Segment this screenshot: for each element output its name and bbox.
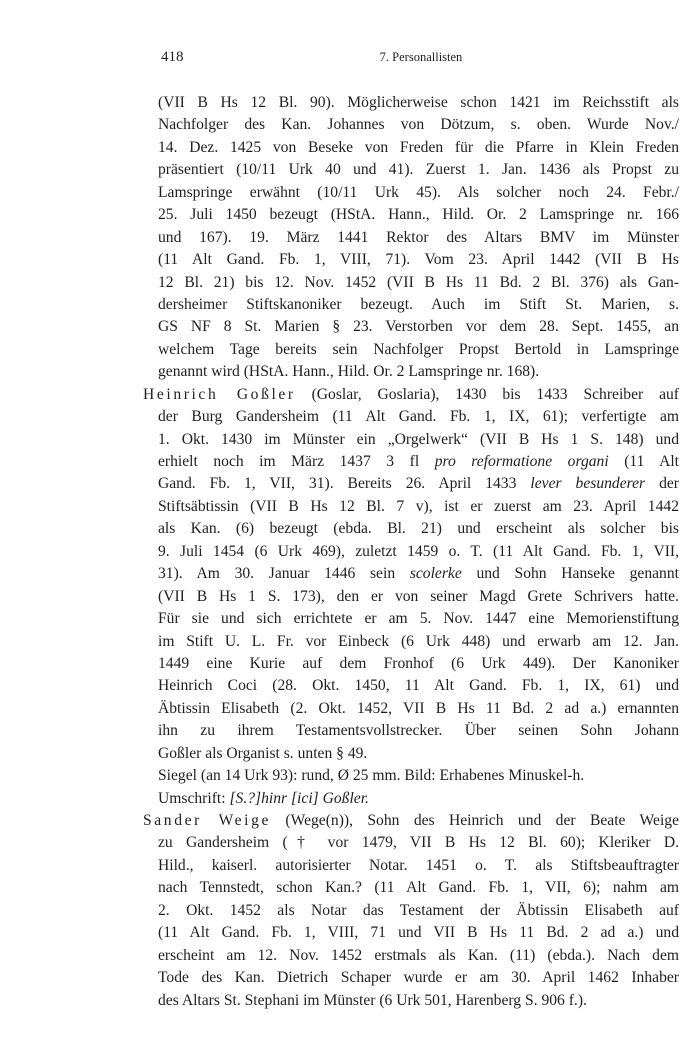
text-line: 12 Bl. 21) bis 12. Nov. 1452 (VII B Hs 11 Bd. 2 Bl. 376) als Gan- bbox=[158, 273, 679, 291]
text-line: (VII B Hs 1 S. 173), den er von seiner Magd Grete Schrivers hatte. bbox=[158, 587, 679, 605]
seal-inscription bbox=[158, 788, 679, 810]
italic-quote: pro reformatione organi bbox=[434, 453, 609, 470]
text-line: (11 Alt Gand. Fb. 1, VIII, 71). Vom 23. April 1442 (VII B Hs bbox=[158, 251, 679, 269]
text-line: 25. Juli 1450 bezeugt (HStA. Hann., Hild. Or. 2 Lamspringe nr. 166 bbox=[158, 206, 679, 224]
person-name: Heinrich Goßler bbox=[143, 385, 296, 403]
text-line: und 167). 19. März 1441 Rektor des Altars BMV im Münster bbox=[158, 228, 679, 246]
text-line: des Altars St. Stephani im Münster (6 Urk 501, Harenberg S. 906 f.). bbox=[158, 991, 587, 1009]
italic-quote: scolerke bbox=[409, 565, 462, 583]
text-line: GS NF 8 St. Marien § 23. Verstorben vor dem 28. Sept. 1455, an bbox=[158, 318, 679, 336]
entry-heading-line bbox=[143, 384, 679, 406]
text-line: Stiftsäbtissin (VII B Hs 12 Bl. 7 v), ist er zuerst am 23. April 1442 bbox=[158, 497, 679, 515]
text-line: präsentiert (10/11 Urk 40 und 41). Zuerst 1. Jan. 1436 als Propst zu bbox=[158, 161, 679, 179]
text-line: zu Gandersheim († vor 1479, VII B Hs 12 Bl. 60); Kleriker D. bbox=[158, 834, 679, 852]
text-line: (11 Alt Gand. Fb. 1, VIII, 71 und VII B Hs 11 Bd. 2 ad a.) und bbox=[158, 924, 679, 942]
italic-quote: lever besunderer bbox=[530, 475, 646, 493]
text-span: Umschrift: bbox=[158, 789, 230, 807]
text-span: (Wege(n)), Sohn des Heinrich und der Beate Weige bbox=[271, 812, 679, 829]
entry-heading-line bbox=[143, 810, 679, 832]
text-line: welchem Tage bereits sein Nachfolger Propst Bertold in Lamspringe bbox=[158, 340, 679, 358]
text-line: Goßler als Organist s. unten § 49. bbox=[158, 744, 368, 762]
text-line: 1449 eine Kurie auf dem Fronhof (6 Urk 449). Der Kanoniker bbox=[158, 654, 679, 672]
continued-entry bbox=[158, 92, 679, 384]
italic-inscription: [S.?]hinr [ici] Goßler. bbox=[229, 789, 369, 807]
text-line: nach Tennstedt, schon Kan.? (11 Alt Gand. Fb. 1, VII, 6); nahm am bbox=[158, 879, 679, 897]
text-line: Nachfolger des Kan. Johannes von Dötzum, s. oben. Wurde Nov./ bbox=[158, 116, 679, 134]
text-span: (Goslar, Goslaria), 1430 bis 1433 Schreiber auf bbox=[295, 385, 679, 403]
text-line: 1. Okt. 1430 im Münster ein „Orgelwerk“ (VII B Hs 1 S. 148) und bbox=[158, 430, 679, 448]
text-span: Gand. Fb. 1, VII, 31). Bereits 26. April 1433 bbox=[158, 475, 517, 493]
seal-description: Siegel (an 14 Urk 93): rund, Ø 25 mm. Bild: Erhabenes Minuskel-h. bbox=[158, 767, 585, 785]
text-line: genannt wird (HStA. Hann., Hild. Or. 2 Lamspringe nr. 168). bbox=[158, 363, 540, 381]
text-line: Lamspringe erwähnt (10/11 Urk 45). Als solcher noch 24. Febr./ bbox=[158, 183, 679, 201]
text-line bbox=[158, 451, 679, 473]
text-line: dersheimer Stiftskanoniker bezeugt. Auch im Stift St. Marien, s. bbox=[158, 295, 679, 313]
text-line: 9. Juli 1454 (6 Urk 469), zuletzt 1459 o. T. (11 Alt Gand. Fb. 1, VII, bbox=[158, 542, 679, 560]
text-line: im Stift U. L. Fr. vor Einbeck (6 Urk 448) und erwarb am 12. Jan. bbox=[158, 632, 679, 650]
page-number: 418 bbox=[161, 49, 184, 65]
text-line: Tode des Kan. Dietrich Schaper wurde er am 30. April 1462 Inhaber bbox=[158, 969, 679, 987]
text-line: Für sie und sich errichtete er am 5. Nov. 1447 eine Memorienstiftung bbox=[158, 610, 679, 628]
text-line: der Burg Gandersheim (11 Alt Gand. Fb. 1, IX, 61); verfertigte am bbox=[158, 408, 679, 426]
text-line: ihn zu ihrem Testamentsvollstrecker. Über seinen Sohn Johann bbox=[158, 722, 679, 740]
text-line: 2. Okt. 1452 als Notar das Testament der Äbtissin Elisabeth auf bbox=[158, 901, 679, 919]
text-span: (11 Alt bbox=[608, 453, 679, 470]
page-body bbox=[143, 92, 679, 1012]
text-line: 14. Dez. 1425 von Beseke von Freden für die Pfarre in Klein Freden bbox=[158, 138, 679, 156]
text-line: Hild., kaiserl. autorisierter Notar. 1451 o. T. als Stiftsbeauftragter bbox=[158, 856, 679, 874]
person-name: Sander Weige bbox=[143, 812, 272, 829]
text-line: erscheint am 12. Nov. 1452 erstmals als Kan. (11) (ebda.). Nach dem bbox=[158, 946, 679, 964]
entry-heinrich-gossler bbox=[143, 384, 679, 810]
text-span: 31). Am 30. Januar 1446 sein bbox=[158, 565, 396, 583]
text-span: und Sohn Hanseke genannt bbox=[461, 565, 679, 583]
running-head bbox=[161, 49, 681, 69]
text-line: Heinrich Coci (28. Okt. 1450, 11 Alt Gand. Fb. 1, IX, 61) und bbox=[158, 677, 679, 695]
text-span: der bbox=[645, 475, 679, 493]
text-line: als Kan. (6) bezeugt (ebda. Bl. 21) und erscheint als solcher bis bbox=[158, 520, 679, 538]
chapter-title: 7. Personallisten bbox=[379, 50, 463, 64]
entry-sander-weige bbox=[143, 810, 679, 1012]
text-span: erhielt noch im März 1437 3 fl bbox=[158, 453, 420, 470]
text-line: (VII B Hs 12 Bl. 90). Möglicherweise schon 1421 im Reichsstift als bbox=[158, 94, 679, 111]
text-line bbox=[158, 473, 679, 495]
text-line bbox=[158, 563, 679, 585]
text-line: Äbtissin Elisabeth (2. Okt. 1452, VII B Hs 11 Bd. 2 ad a.) ernannten bbox=[158, 699, 679, 717]
